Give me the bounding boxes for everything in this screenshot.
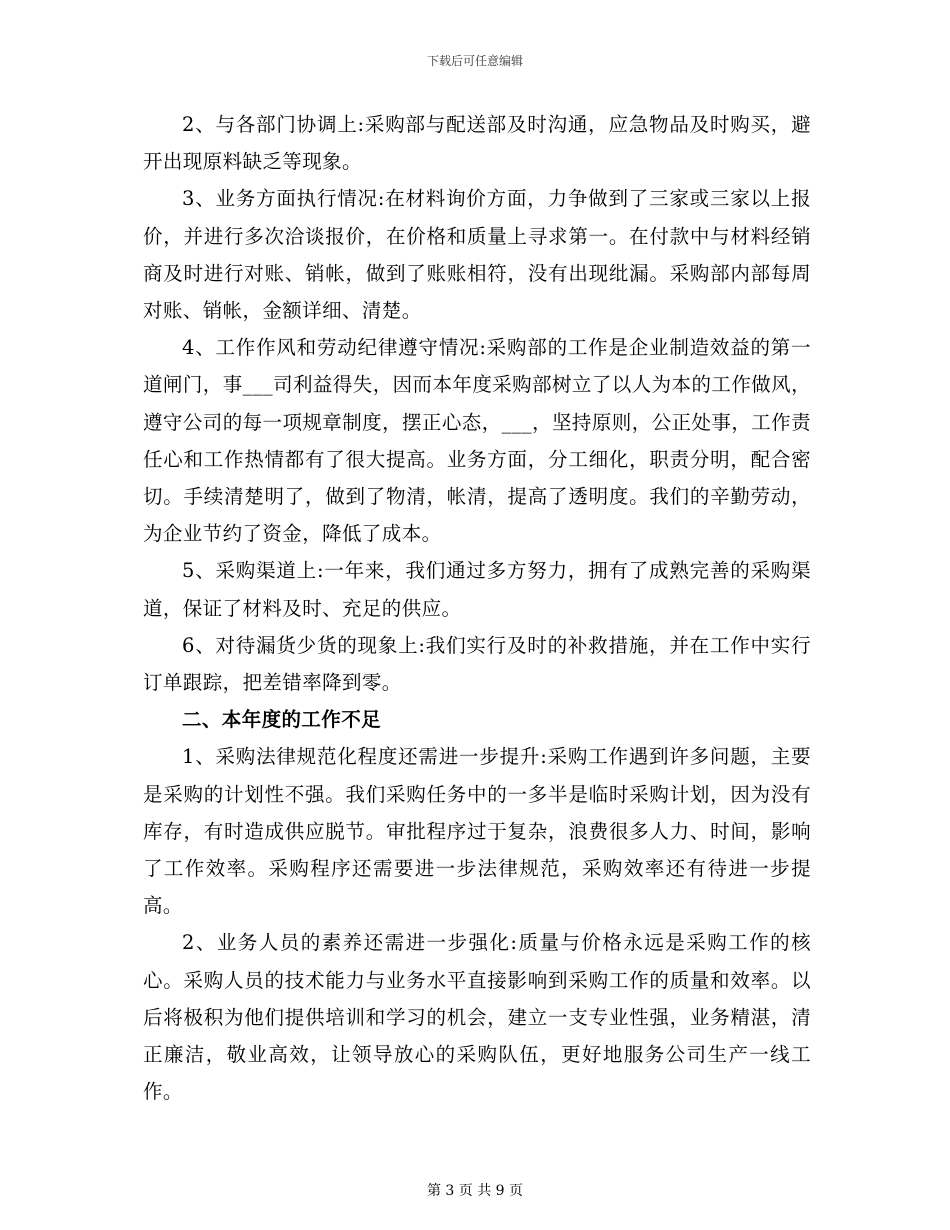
paragraph-work-style: 4、工作作风和劳动纪律遵守情况:采购部的工作是企业制造效益的第一道闸门，事___司利益得失，因而本年度采购部树立了以人为本的工作做风，遵守公司的每一项规章制度，摆正心态，___，坚持原则，公正处事，工作责任心和工作热情都有了很大提高。业务方面，分工细化，职责分明，配合密切。手续清楚明了，做到了物清，帐清，提高了透明度。我们的辛勤劳动，为企业节约了资金，降低了成本。: [143, 336, 811, 546]
paragraph-business-execution: 3、业务方面执行情况:在材料询价方面，力争做到了三家或三家以上报价，并进行多次洽谈报价，在价格和质量上寻求第一。在付款中与材料经销商及时进行对账、销帐，做到了账账相符，没有出现纰漏。采购部内部每周对账、销帐，金额详细、清楚。: [143, 187, 811, 323]
paragraph-procurement-channels: 5、采购渠道上:一年来，我们通过多方努力，拥有了成熟完善的采购渠道，保证了材料及时、充足的供应。: [143, 559, 811, 620]
page-number: 第 3 页 共 9 页: [426, 1183, 524, 1199]
paragraph-legal-standardization: 1、采购法律规范化程度还需进一步提升:采购工作遇到许多问题，主要是采购的计划性不强。我们采购任务中的一多半是临时采购计划，因为没有库存，有时造成供应脱节。审批程序过于复杂，浪费很多人力、时间，影响了工作效率。采购程序还需要进一步法律规范，采购效率还有待进一步提高。: [143, 745, 811, 918]
section-heading: 二、本年度的工作不足: [182, 708, 382, 732]
paragraph-missing-goods: 6、对待漏货少货的现象上:我们实行及时的补救措施，并在工作中实行订单跟踪，把差错率降到零。: [143, 633, 811, 695]
document-body: [143, 106, 811, 1110]
paragraph-staff-quality: 2、业务人员的素养还需进一步强化:质量与价格永远是采购工作的核心。采购人员的技术能力与业务水平直接影响到采购工作的质量和效率。以后将极积为他们提供培训和学习的机会，建立一支专业性强，业务精湛，清正廉洁，敬业高效，让领导放心的采购队伍，更好地服务公司生产一线工作。: [143, 931, 811, 1104]
page-header: 下载后可任意编辑: [426, 54, 523, 68]
paragraph-coordination: 2、与各部门协调上:采购部与配送部及时沟通，应急物品及时购买，避开出现原料缺乏等现象。: [143, 113, 811, 174]
